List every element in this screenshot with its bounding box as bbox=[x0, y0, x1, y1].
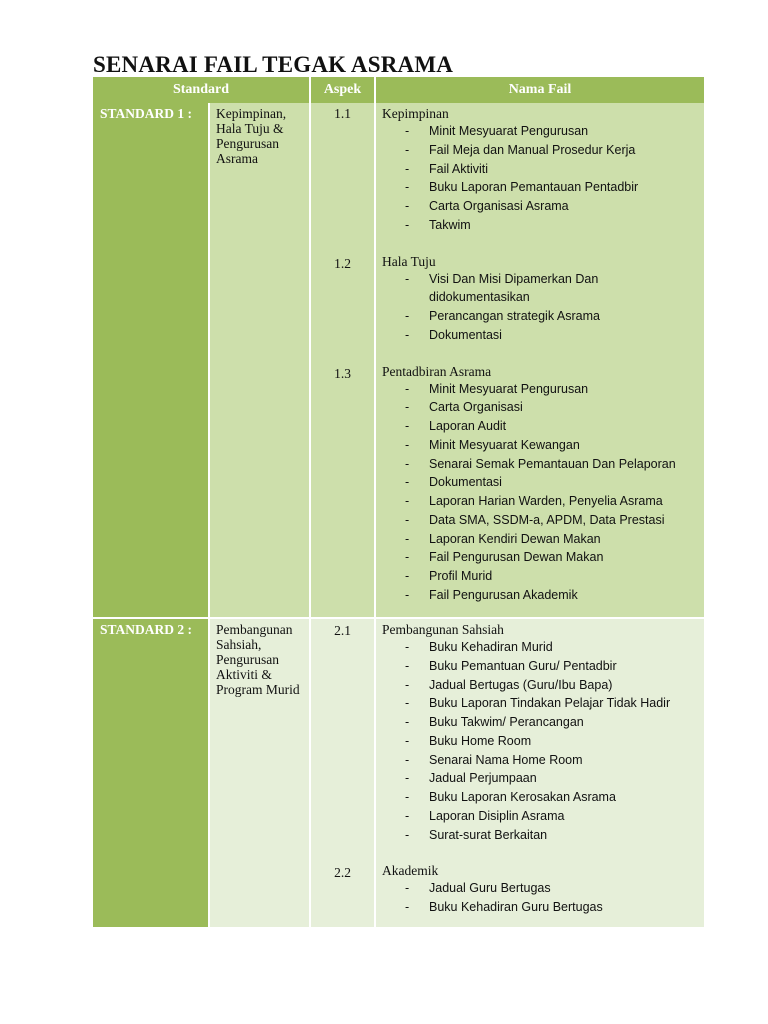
aspect-number: 2.2 bbox=[334, 865, 351, 881]
list-item bbox=[382, 307, 698, 326]
file-name: Surat-surat Berkaitan bbox=[429, 827, 548, 842]
aspect-title: Pembangunan Sahsiah bbox=[382, 622, 504, 637]
page-title: SENARAI FAIL TEGAK ASRAMA bbox=[93, 52, 454, 77]
bullet-dash: - bbox=[405, 512, 410, 527]
file-name: Minit Mesyuarat Kewangan bbox=[429, 437, 580, 452]
file-list bbox=[382, 270, 698, 345]
bullet-dash: - bbox=[405, 494, 410, 508]
list-item bbox=[382, 530, 698, 549]
file-names-cell bbox=[375, 103, 704, 618]
list-item bbox=[382, 178, 698, 197]
bullet-dash: - bbox=[405, 531, 410, 546]
file-name: Laporan Harian Warden, Penyelia Asrama bbox=[429, 494, 663, 508]
list-item bbox=[382, 657, 698, 676]
bullet-dash: - bbox=[405, 124, 410, 138]
bullet-dash: - bbox=[405, 881, 410, 896]
file-list-table bbox=[93, 77, 704, 927]
list-item bbox=[382, 160, 698, 179]
list-item bbox=[382, 398, 698, 417]
file-name: Minit Mesyuarat Pengurusan bbox=[429, 124, 589, 138]
list-item bbox=[382, 638, 698, 657]
bullet-dash: - bbox=[405, 199, 410, 213]
file-name: Minit Mesyuarat Pengurusan bbox=[429, 381, 589, 396]
bullet-dash: - bbox=[405, 381, 410, 396]
file-name: Laporan Kendiri Dewan Makan bbox=[429, 531, 601, 546]
list-item bbox=[382, 380, 698, 399]
list-item bbox=[382, 676, 698, 695]
file-name: Buku Laporan Kerosakan Asrama bbox=[429, 790, 616, 804]
file-name: Jadual Bertugas (Guru/Ibu Bapa) bbox=[429, 677, 613, 692]
file-name: Senarai Semak Pemantauan Dan Pelaporan bbox=[429, 456, 676, 471]
file-name: Buku Takwim/ Perancangan bbox=[429, 715, 584, 729]
file-name: Laporan Disiplin Asrama bbox=[429, 808, 565, 823]
list-item bbox=[382, 511, 698, 530]
list-item bbox=[382, 751, 698, 770]
list-item bbox=[382, 694, 698, 713]
aspect-number: 2.1 bbox=[334, 623, 351, 638]
bullet-dash: - bbox=[405, 271, 410, 286]
list-item bbox=[382, 713, 698, 732]
aspect-title: Pentadbiran Asrama bbox=[382, 363, 492, 379]
file-name: Senarai Nama Home Room bbox=[429, 752, 583, 767]
bullet-dash: - bbox=[405, 790, 410, 804]
aspect-section bbox=[382, 364, 698, 605]
file-name: Visi Dan Misi Dipamerkan Dan didokumentasikan bbox=[429, 271, 599, 305]
file-name: Carta Organisasi Asrama bbox=[429, 199, 569, 213]
list-item bbox=[382, 122, 698, 141]
bullet-dash: - bbox=[405, 400, 410, 415]
standard-label: STANDARD 1 : bbox=[93, 103, 209, 618]
file-name: Laporan Audit bbox=[429, 419, 507, 433]
file-name: Dokumentasi bbox=[429, 475, 502, 490]
list-item bbox=[382, 879, 698, 898]
header-aspek: Aspek bbox=[310, 77, 375, 103]
list-item bbox=[382, 216, 698, 235]
bullet-dash: - bbox=[405, 180, 410, 195]
list-item bbox=[382, 567, 698, 586]
list-item bbox=[382, 197, 698, 216]
file-name: Data SMA, SSDM-a, APDM, Data Prestasi bbox=[429, 512, 665, 527]
aspect-section bbox=[382, 622, 698, 844]
bullet-dash: - bbox=[405, 900, 410, 914]
bullet-dash: - bbox=[405, 771, 410, 786]
list-item bbox=[382, 417, 698, 436]
standard-label: STANDARD 2 : bbox=[93, 618, 209, 927]
file-list bbox=[382, 380, 698, 605]
bullet-dash: - bbox=[405, 456, 410, 471]
header-standard: Standard bbox=[93, 77, 310, 103]
header-nama-fail: Nama Fail bbox=[375, 77, 704, 103]
bullet-dash: - bbox=[405, 640, 410, 654]
aspect-title: Kepimpinan bbox=[382, 106, 449, 121]
bullet-dash: - bbox=[405, 437, 410, 452]
file-name: Fail Pengurusan Akademik bbox=[429, 587, 578, 602]
file-list bbox=[382, 638, 698, 844]
bullet-dash: - bbox=[405, 752, 410, 767]
aspect-title: Akademik bbox=[382, 863, 439, 879]
file-name: Carta Organisasi bbox=[429, 400, 523, 415]
aspect-numbers-cell bbox=[310, 103, 375, 618]
list-item bbox=[382, 455, 698, 474]
list-item bbox=[382, 270, 698, 308]
file-name: Buku Home Room bbox=[429, 733, 532, 748]
file-name: Buku Pemantuan Guru/ Pentadbir bbox=[429, 658, 617, 673]
bullet-dash: - bbox=[405, 142, 410, 157]
aspect-number: 1.3 bbox=[334, 365, 351, 381]
file-name: Fail Aktiviti bbox=[429, 161, 489, 176]
aspect-title: Hala Tuju bbox=[382, 253, 436, 269]
file-name: Fail Meja dan Manual Prosedur Kerja bbox=[429, 142, 636, 157]
bullet-dash: - bbox=[405, 733, 410, 748]
file-name: Takwim bbox=[429, 217, 471, 232]
bullet-dash: - bbox=[405, 677, 410, 692]
list-item bbox=[382, 807, 698, 826]
list-item bbox=[382, 436, 698, 455]
file-name: Buku Laporan Pemantauan Pentadbir bbox=[429, 180, 639, 195]
file-name: Buku Kehadiran Murid bbox=[429, 640, 553, 654]
standard-description: Kepimpinan, Hala Tuju & Pengurusan Asrama bbox=[209, 103, 310, 618]
file-name: Buku Kehadiran Guru Bertugas bbox=[429, 900, 603, 914]
list-item bbox=[382, 473, 698, 492]
list-item bbox=[382, 826, 698, 845]
aspect-number: 1.1 bbox=[334, 106, 351, 121]
table-row bbox=[93, 103, 704, 618]
file-list bbox=[382, 122, 698, 235]
list-item bbox=[382, 548, 698, 567]
bullet-dash: - bbox=[405, 696, 410, 711]
bullet-dash: - bbox=[405, 217, 410, 232]
table-row bbox=[93, 618, 704, 927]
standard-description: Pembangunan Sahsiah, Pengurusan Aktiviti & Program Murid bbox=[209, 618, 310, 927]
bullet-dash: - bbox=[405, 827, 410, 842]
aspect-section bbox=[382, 254, 698, 345]
bullet-dash: - bbox=[405, 475, 410, 490]
bullet-dash: - bbox=[405, 550, 410, 565]
aspect-section bbox=[382, 863, 698, 917]
bullet-dash: - bbox=[405, 658, 410, 673]
list-item bbox=[382, 586, 698, 605]
file-names-cell bbox=[375, 618, 704, 927]
bullet-dash: - bbox=[405, 419, 410, 433]
file-name: Jadual Guru Bertugas bbox=[429, 881, 551, 896]
file-name: Dokumentasi bbox=[429, 327, 502, 342]
bullet-dash: - bbox=[405, 569, 410, 583]
file-list bbox=[382, 879, 698, 917]
list-item bbox=[382, 732, 698, 751]
bullet-dash: - bbox=[405, 808, 410, 823]
bullet-dash: - bbox=[405, 161, 410, 176]
file-name: Perancangan strategik Asrama bbox=[429, 309, 600, 323]
table-header-row bbox=[93, 77, 704, 103]
list-item bbox=[382, 769, 698, 788]
bullet-dash: - bbox=[405, 327, 410, 342]
aspect-numbers-cell bbox=[310, 618, 375, 927]
aspect-section bbox=[382, 106, 698, 235]
aspect-number: 1.2 bbox=[334, 255, 351, 271]
bullet-dash: - bbox=[405, 309, 410, 323]
list-item bbox=[382, 898, 698, 917]
list-item bbox=[382, 326, 698, 345]
file-name: Profil Murid bbox=[429, 569, 493, 583]
file-name: Fail Pengurusan Dewan Makan bbox=[429, 550, 604, 565]
list-item bbox=[382, 492, 698, 511]
list-item bbox=[382, 141, 698, 160]
bullet-dash: - bbox=[405, 587, 410, 602]
file-name: Buku Laporan Tindakan Pelajar Tidak Hadir bbox=[429, 696, 671, 711]
file-name: Jadual Perjumpaan bbox=[429, 771, 537, 786]
list-item bbox=[382, 788, 698, 807]
bullet-dash: - bbox=[405, 715, 410, 729]
